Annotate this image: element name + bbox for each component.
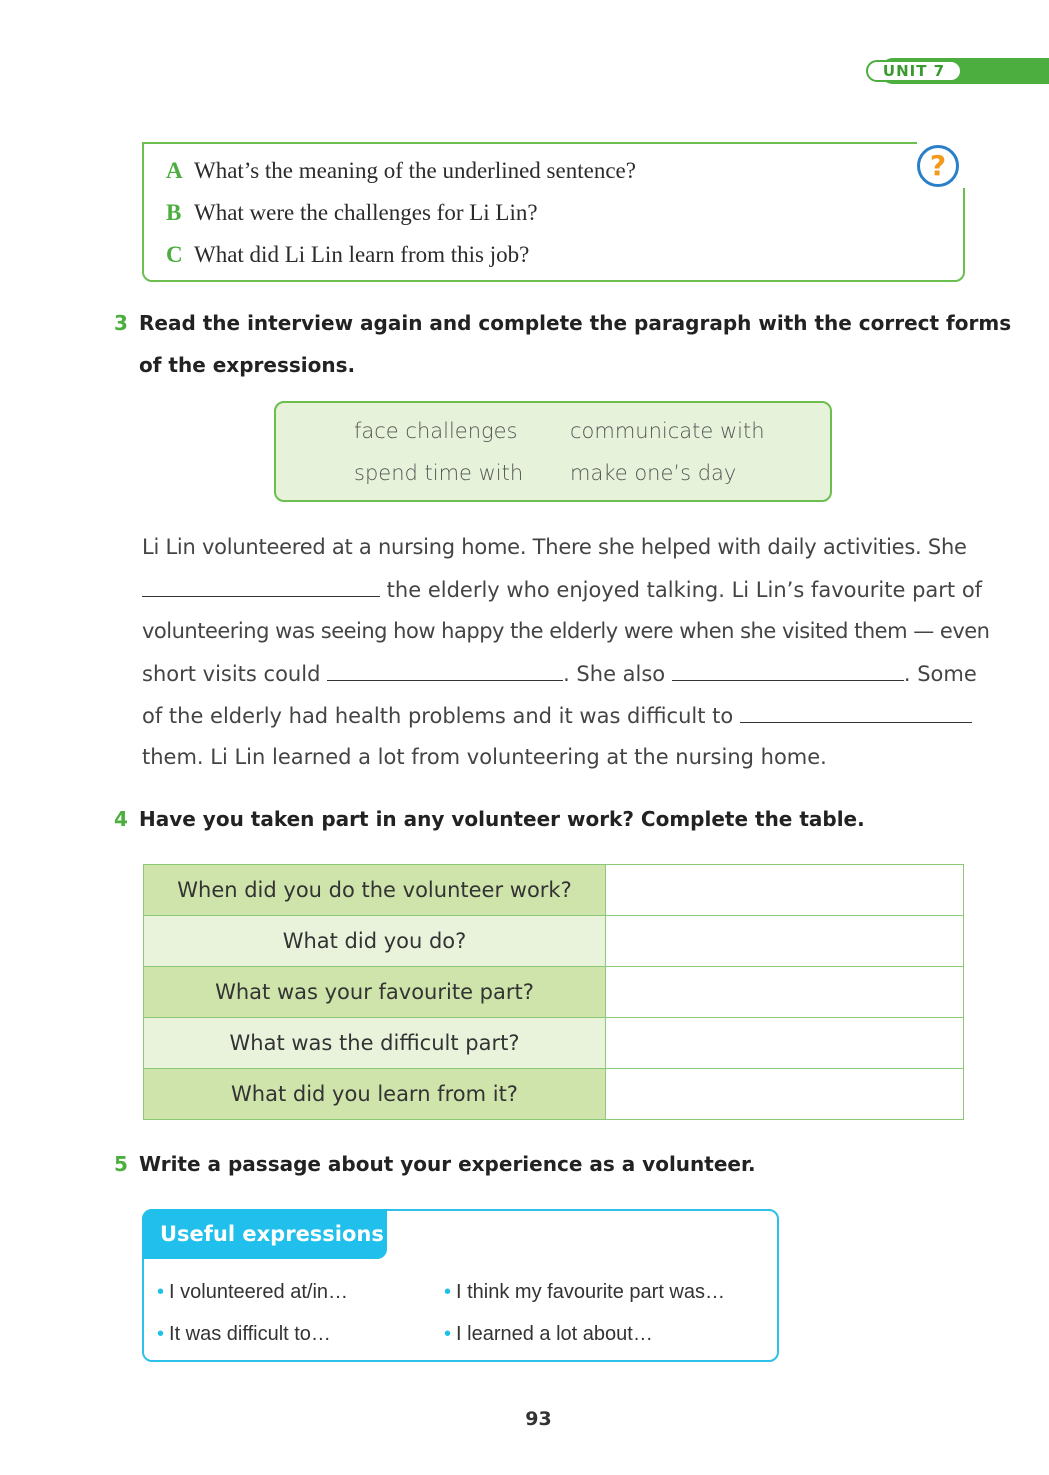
question-item-b: B What were the challenges for Li Lin? xyxy=(166,200,538,225)
question-item-c: C What did Li Lin learn from this job? xyxy=(166,242,530,267)
table-question: What did you do? xyxy=(144,916,606,967)
table-answer-cell[interactable] xyxy=(606,916,964,967)
unit-label: UNIT 7 xyxy=(866,60,962,82)
table-row xyxy=(144,1069,964,1120)
question-item-a: A What’s the meaning of the underlined sentence? xyxy=(166,158,636,183)
section-3-heading-line2: of the expressions. xyxy=(139,353,356,377)
useful-expression: • I learned a lot about… xyxy=(444,1323,653,1345)
table-row xyxy=(144,916,964,967)
bullet-icon: • xyxy=(444,1281,452,1303)
section-4-heading: 4 Have you taken part in any volunteer work? Complete the table. xyxy=(114,807,865,831)
bullet-icon: • xyxy=(157,1323,165,1345)
table-row xyxy=(144,1018,964,1069)
section-5-heading: 5 Write a passage about your experience as a volunteer. xyxy=(114,1152,756,1176)
section-3-heading: 3 Read the interview again and complete the paragraph with the correct forms xyxy=(114,311,1012,335)
table-answer-cell[interactable] xyxy=(606,865,964,916)
table-question: When did you do the volunteer work? xyxy=(144,865,606,916)
table-question: What did you learn from it? xyxy=(144,1069,606,1120)
table-answer-cell[interactable] xyxy=(606,1069,964,1120)
bullet-icon: • xyxy=(157,1281,165,1303)
table-question: What was your favourite part? xyxy=(144,967,606,1018)
question-mark-icon: ? xyxy=(917,145,959,187)
useful-expression: • I think my favourite part was… xyxy=(444,1281,725,1303)
table-answer-cell[interactable] xyxy=(606,967,964,1018)
bullet-icon: • xyxy=(444,1323,452,1345)
table-row xyxy=(144,865,964,916)
useful-expression: • It was difficult to… xyxy=(157,1323,331,1345)
answer-blank-2[interactable] xyxy=(327,652,563,681)
useful-expressions-title: Useful expressions xyxy=(142,1209,387,1259)
expression-word: face challenges xyxy=(354,419,518,443)
answer-blank-3[interactable] xyxy=(672,652,904,681)
table-question: What was the difficult part? xyxy=(144,1018,606,1069)
expression-word: communicate with xyxy=(570,419,765,443)
question-box xyxy=(142,142,965,282)
table-row xyxy=(144,967,964,1018)
answer-blank-1[interactable] xyxy=(142,568,380,597)
expressions-box xyxy=(274,401,832,502)
expression-word: spend time with xyxy=(354,461,524,485)
answer-blank-4[interactable] xyxy=(740,694,972,723)
expression-word: make one’s day xyxy=(570,461,737,485)
volunteer-table xyxy=(143,864,964,1120)
table-answer-cell[interactable] xyxy=(606,1018,964,1069)
page-number: 93 xyxy=(525,1408,552,1430)
useful-expression: • I volunteered at/in… xyxy=(157,1281,349,1303)
